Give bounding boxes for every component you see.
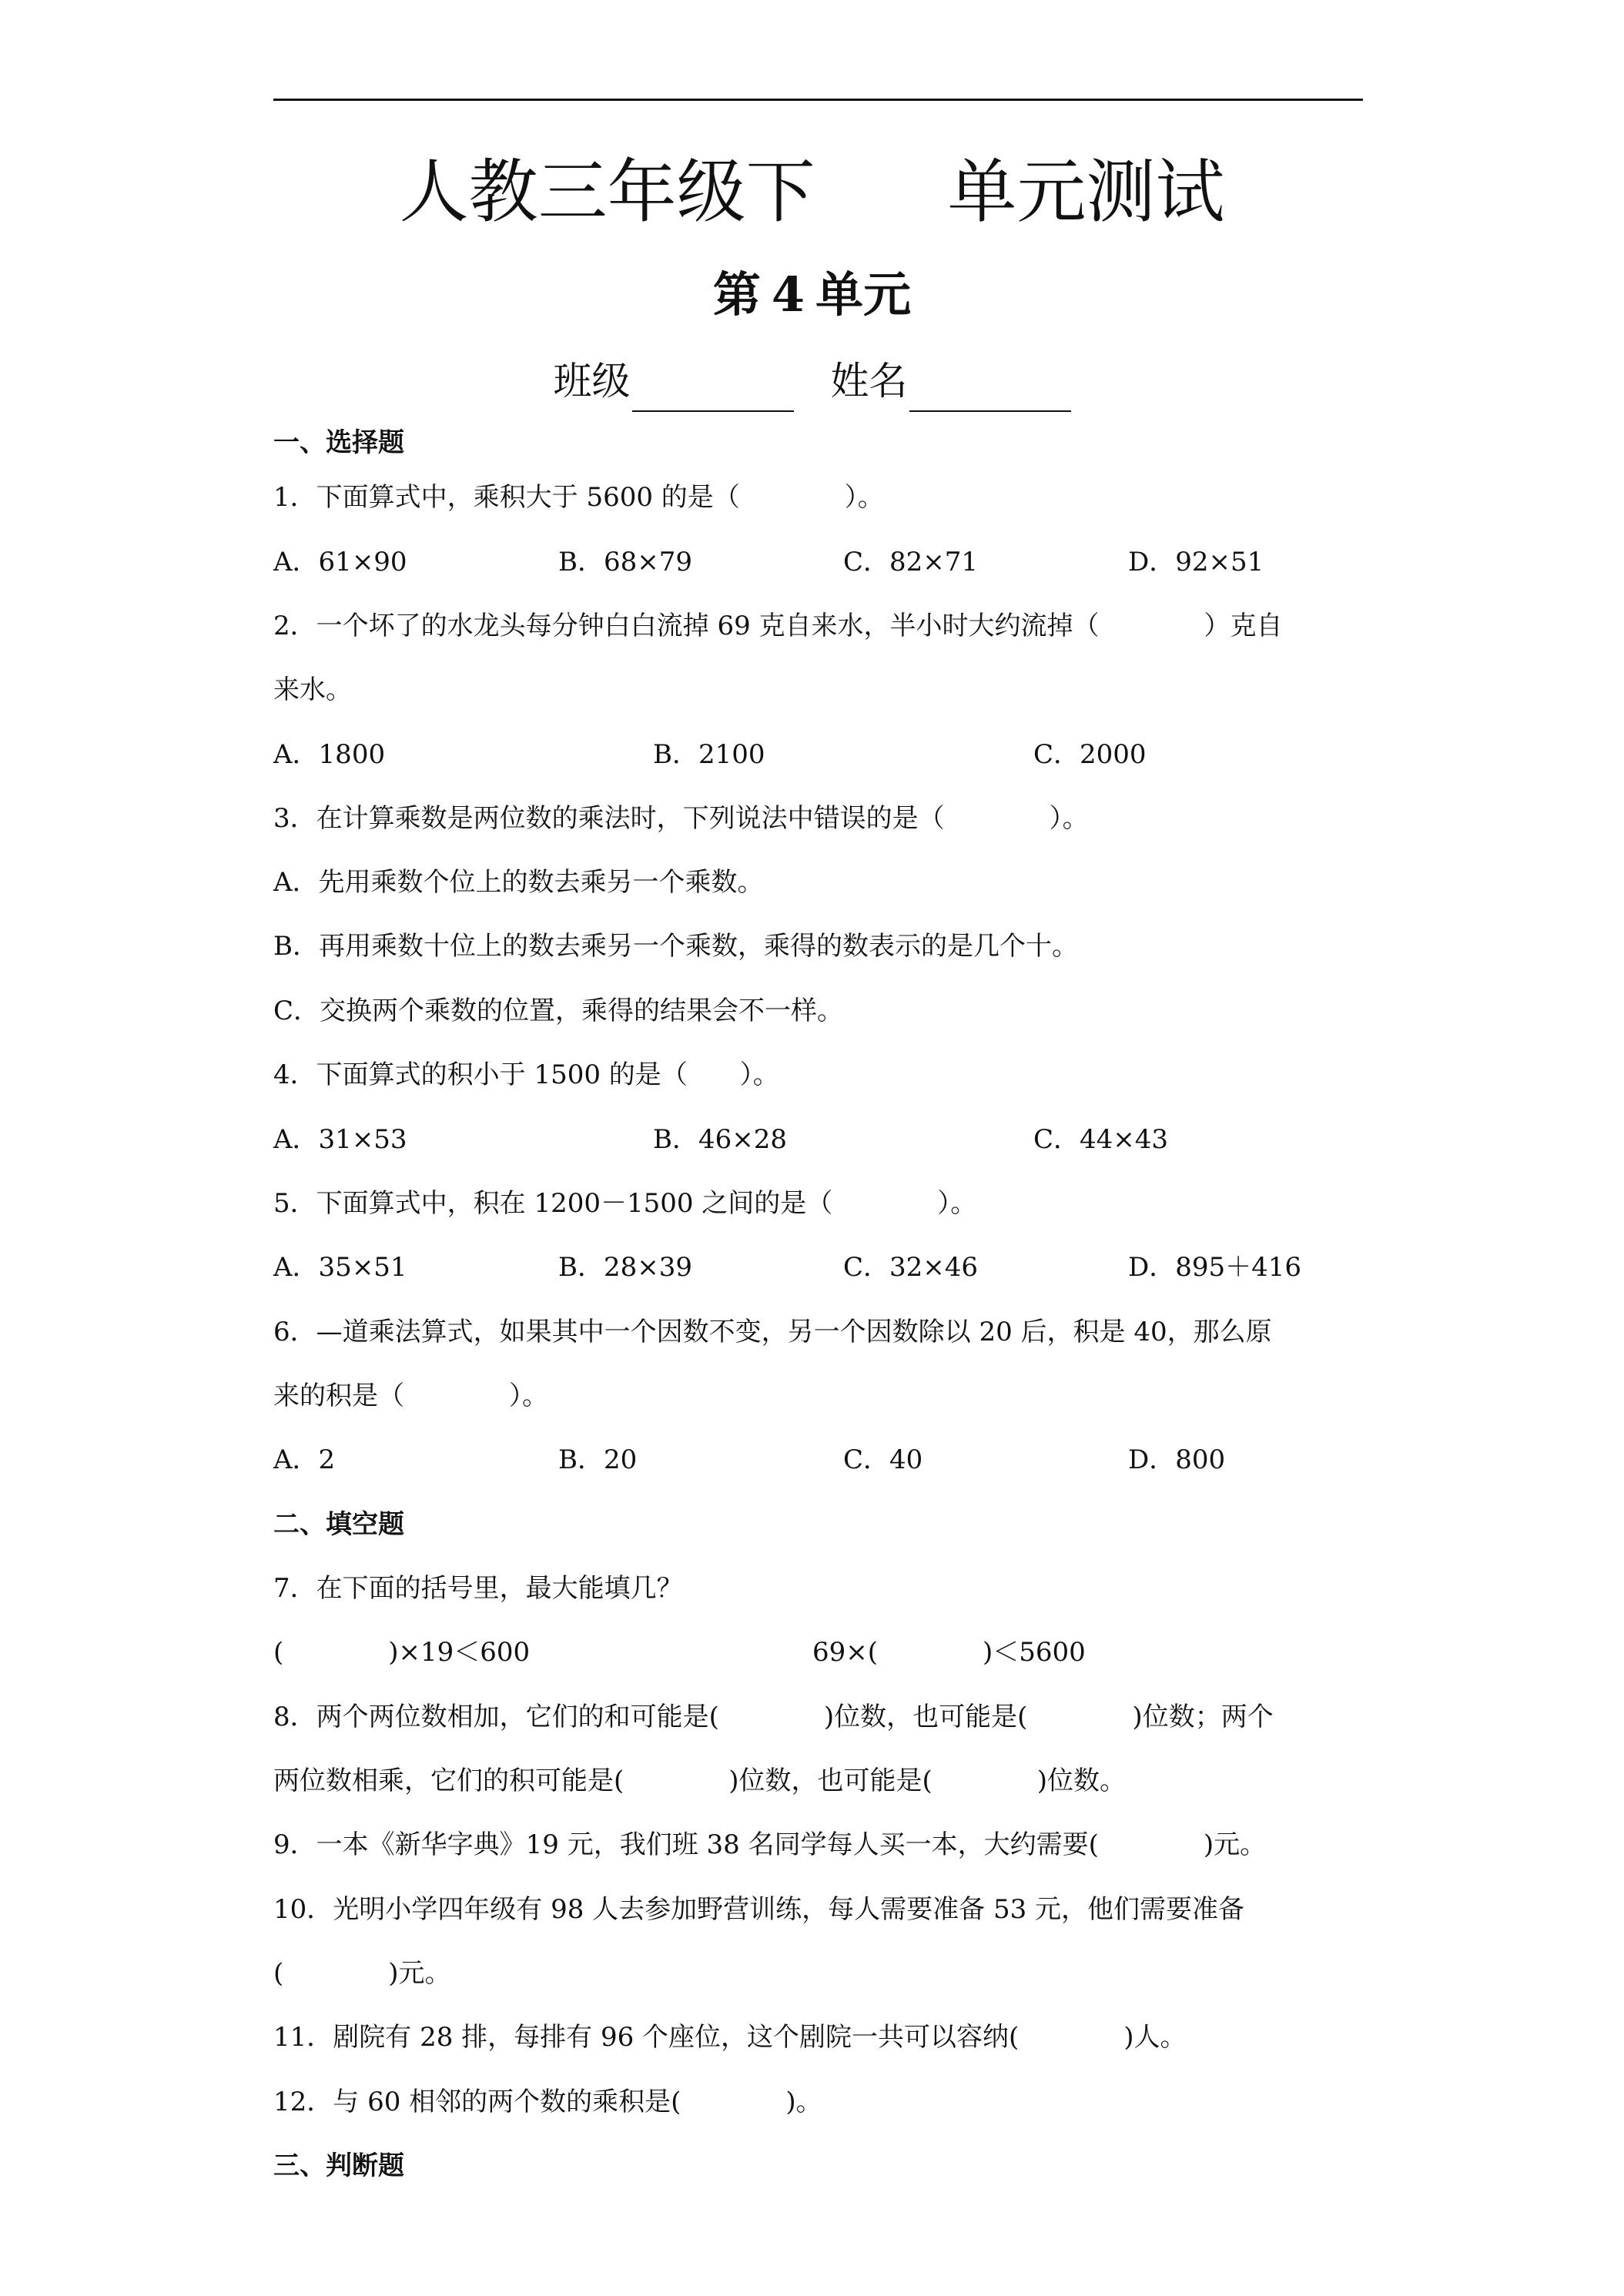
- q6-option-d: D．800: [1128, 1444, 1226, 1475]
- subtitle-number: 4: [771, 266, 805, 323]
- q3-option-c: C．交换两个乘数的位置，乘得的结果会不一样。: [273, 996, 844, 1026]
- q3-option-a: A．先用乘数个位上的数去乘另一个乘数。: [273, 867, 764, 898]
- q1-text: 1．下面算式中，乘积大于 5600 的是（ ）。: [273, 482, 884, 513]
- section-true-false: 三、判断题: [273, 2150, 404, 2181]
- q5-option-b: B．28×39: [558, 1252, 693, 1283]
- name-blank: [909, 363, 1071, 412]
- q5-option-a: A．35×51: [273, 1252, 407, 1283]
- q1-option-a: A．61×90: [273, 547, 407, 577]
- q1-option-b: B．68×79: [558, 547, 693, 577]
- unit-subtitle: [0, 260, 1624, 330]
- q6-line2: 来的积是（ ）。: [273, 1381, 548, 1411]
- q8-line1: 8．两个两位数相加，它们的和可能是( )位数，也可能是( )位数；两个: [273, 1702, 1274, 1732]
- q1-option-d: D．92×51: [1128, 547, 1264, 577]
- class-label: 班级: [553, 359, 631, 403]
- q7-expr-1: ( )×19＜600: [273, 1637, 531, 1668]
- q6-option-c: C．40: [843, 1444, 923, 1475]
- q12-text: 12．与 60 相邻的两个数的乘积是( )。: [273, 2087, 822, 2117]
- q6-line1: 6．—道乘法算式，如果其中一个因数不变，另一个因数除以 20 后，积是 40，那么原: [273, 1317, 1272, 1347]
- section-choice: 一、选择题: [273, 427, 404, 458]
- q3-text: 3．在计算乘数是两位数的乘法时，下列说法中错误的是（ ）。: [273, 803, 1089, 834]
- subtitle-suffix: 单元: [815, 266, 912, 323]
- q5-option-d: D．895＋416: [1128, 1252, 1302, 1283]
- name-label: 姓名: [830, 359, 908, 403]
- q6-option-a: A．2: [273, 1444, 336, 1475]
- q2-option-a: A．1800: [273, 739, 386, 770]
- q6-option-b: B．20: [558, 1444, 638, 1475]
- q3-option-b: B．再用乘数十位上的数去乘另一个乘数，乘得的数表示的是几个十。: [273, 931, 1078, 962]
- q2-line2: 来水。: [273, 674, 352, 705]
- q2-line1: 2．一个坏了的水龙头每分钟白白流掉 69 克自来水，半小时大约流掉（ ）克自: [273, 611, 1283, 641]
- q2-option-b: B．2100: [653, 739, 765, 770]
- q10-line2: ( )元。: [273, 1958, 451, 1989]
- q7-text: 7．在下面的括号里，最大能填几？: [273, 1573, 683, 1604]
- page-title: 人教三年级下 单元测试: [399, 152, 1225, 233]
- subtitle-prefix: 第: [712, 266, 761, 323]
- q4-option-b: B．46×28: [653, 1124, 788, 1155]
- student-info-line: [0, 350, 1624, 412]
- q5-text: 5．下面算式中，积在 1200－1500 之间的是（ ）。: [273, 1188, 977, 1219]
- q10-line1: 10．光明小学四年级有 98 人去参加野营训练，每人需要准备 53 元，他们需要准备: [273, 1894, 1245, 1925]
- q11-text: 11．剧院有 28 排，每排有 96 个座位，这个剧院一共可以容纳( )人。: [273, 2022, 1187, 2053]
- q4-text: 4．下面算式的积小于 1500 的是（ ）。: [273, 1059, 779, 1090]
- class-blank: [632, 363, 794, 412]
- section-fill-blank: 二、填空题: [273, 1509, 404, 1540]
- q4-option-a: A．31×53: [273, 1124, 407, 1155]
- header-rule: [273, 99, 1363, 101]
- q5-option-c: C．32×46: [843, 1252, 979, 1283]
- q9-text: 9．一本《新华字典》19 元，我们班 38 名同学每人买一本，大约需要( )元。: [273, 1829, 1267, 1860]
- q8-line2: 两位数相乘，它们的积可能是( )位数，也可能是( )位数。: [273, 1766, 1127, 1796]
- q7-expr-2: 69×( )＜5600: [812, 1637, 1086, 1668]
- q1-option-c: C．82×71: [843, 547, 979, 577]
- q2-option-c: C．2000: [1033, 739, 1147, 770]
- q4-option-c: C．44×43: [1033, 1124, 1169, 1155]
